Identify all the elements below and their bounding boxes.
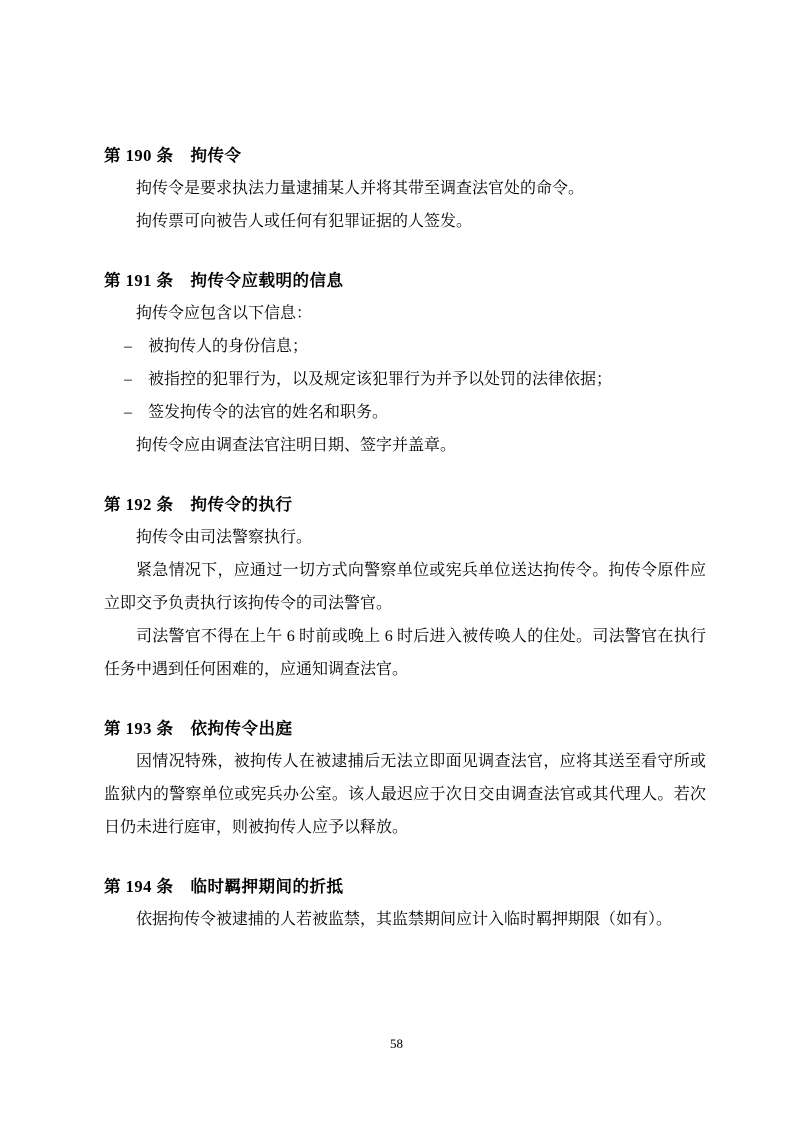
article-191-list-item-1: – 被拘传人的身份信息； — [124, 338, 309, 355]
article-194-paragraph-1: 依据拘传令被逮捕的人若被监禁，其监禁期间应计入临时羁押期限（如有）。 — [136, 911, 673, 928]
article-190-paragraph-2: 拘传票可向被告人或任何有犯罪证据的人签发。 — [136, 213, 473, 230]
article-191-closing: 拘传令应由调查法官注明日期、签字并盖章。 — [136, 437, 457, 454]
article-192 — [104, 488, 706, 686]
document-content — [104, 139, 706, 936]
article-191-list-item-3: – 签发拘传令的法官的姓名和职务。 — [124, 404, 389, 421]
article-190 — [104, 139, 706, 238]
article-194 — [104, 870, 706, 936]
article-191-intro: 拘传令应包含以下信息： — [136, 305, 313, 322]
article-192-paragraph-2: 紧急情况下，应通过一切方式向警察单位或宪兵单位送达拘传令。拘传令原件应立即交予负责执行该拘传令的司法警官。 — [104, 562, 706, 612]
article-192-paragraph-1: 拘传令由司法警察执行。 — [136, 529, 313, 546]
page-number: 58 — [390, 1036, 403, 1051]
article-191 — [104, 264, 706, 462]
article-190-paragraph-1: 拘传令是要求执法力量逮捕某人并将其带至调查法官处的命令。 — [136, 180, 585, 197]
article-192-paragraph-3: 司法警官不得在上午 6 时前或晚上 6 时后进入被传唤人的住处。司法警官在执行任务中遇到任何困难的，应通知调查法官。 — [104, 628, 706, 678]
article-191-list-item-2: – 被指控的犯罪行为，以及规定该犯罪行为并予以处罚的法律依据； — [124, 371, 613, 388]
article-193 — [104, 712, 706, 844]
article-193-paragraph-1: 因情况特殊，被拘传人在被逮捕后无法立即面见调查法官，应将其送至看守所或监狱内的警察单位或宪兵办公室。该人最迟应于次日交由调查法官或其代理人。若次日仍未进行庭审，则被拘传人应予以释放。 — [104, 753, 706, 836]
article-191-heading: 第 191 条 拘传令应载明的信息 — [104, 271, 344, 290]
article-190-heading: 第 190 条 拘传令 — [104, 146, 242, 165]
article-193-heading: 第 193 条 依拘传令出庭 — [104, 719, 293, 738]
article-192-heading: 第 192 条 拘传令的执行 — [104, 495, 293, 514]
article-194-heading: 第 194 条 临时羁押期间的折抵 — [104, 877, 344, 896]
